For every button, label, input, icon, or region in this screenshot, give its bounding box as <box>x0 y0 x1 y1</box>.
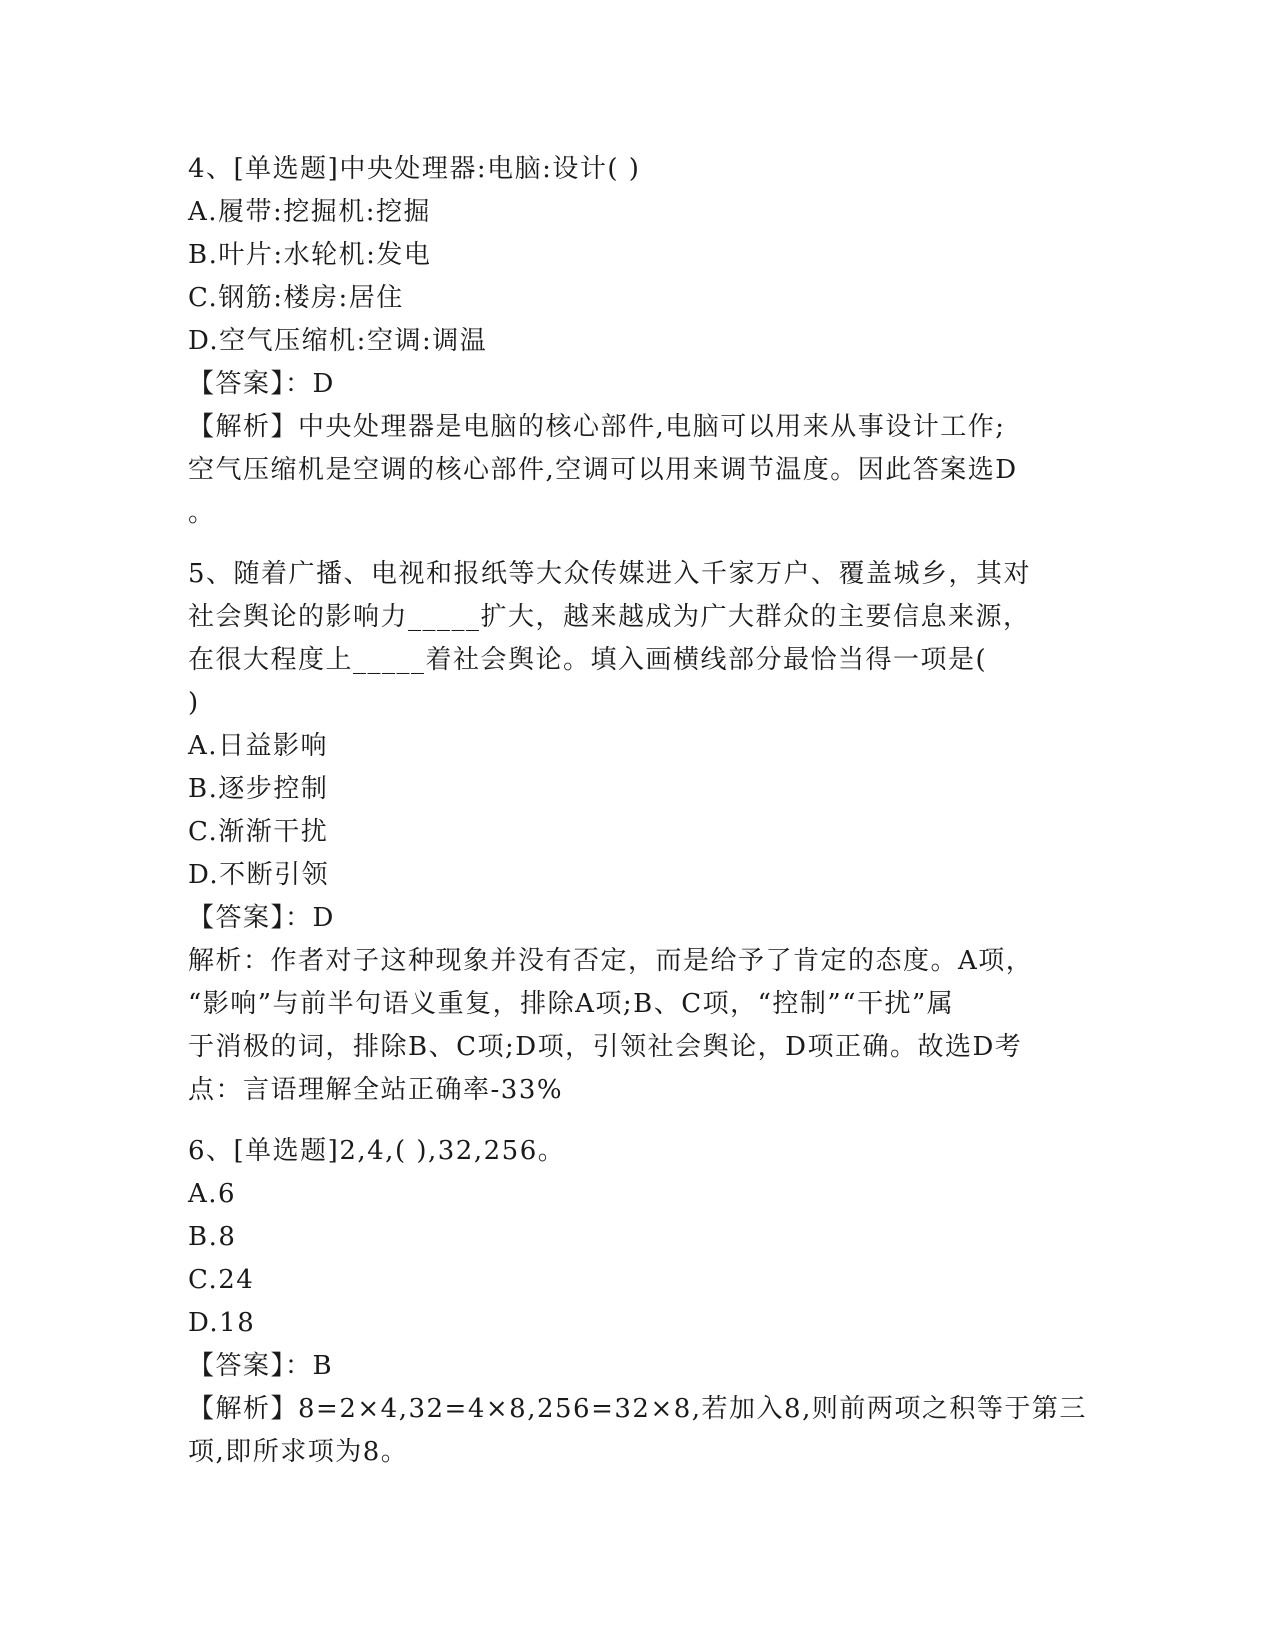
analysis-line: 【解析】8=2×4,32=4×8,256=32×8,若加入8,则前两项之积等于第三 <box>188 1394 1087 1424</box>
option-a: A.6 <box>188 1179 237 1209</box>
analysis-line: 。 <box>188 498 216 528</box>
option-a: A.日益影响 <box>188 731 329 761</box>
question-stem: 5、随着广播、电视和报纸等大众传媒进入千家万户、覆盖城乡，其对 <box>188 559 1032 589</box>
analysis-line: 解析：作者对子这种现象并没有否定，而是给予了肯定的态度。A项， <box>188 946 1034 976</box>
question-stem: 社会舆论的影响力_____扩大，越来越成为广大群众的主要信息来源， <box>188 602 1031 632</box>
option-d: D.18 <box>188 1308 256 1338</box>
answer: 【答案】：D <box>188 903 335 933</box>
question-6 <box>188 1130 1088 1474</box>
question-stem: 4、[单选题]中央处理器:电脑:设计( ) <box>188 154 641 184</box>
question-5 <box>188 553 1088 1112</box>
question-stem: ) <box>188 688 200 718</box>
analysis-line: 点：言语理解全站正确率-33% <box>188 1075 564 1105</box>
option-c: C.钢筋:楼房:居住 <box>188 283 404 313</box>
option-b: B.叶片:水轮机:发电 <box>188 240 432 270</box>
option-c: C.24 <box>188 1265 255 1295</box>
option-d: D.空气压缩机:空调:调温 <box>188 326 488 356</box>
question-stem: 在很大程度上_____着社会舆论。填入画横线部分最恰当得一项是( <box>188 645 988 675</box>
answer: 【答案】：D <box>188 369 335 399</box>
answer: 【答案】：B <box>188 1351 334 1381</box>
analysis-line: 于消极的词，排除B、C项;D项，引领社会舆论，D项正确。故选D考 <box>188 1032 1023 1062</box>
question-stem: 6、[单选题]2,4,( ),32,256。 <box>188 1136 566 1166</box>
option-a: A.履带:挖掘机:挖掘 <box>188 197 432 227</box>
analysis-line: “影响”与前半句语义重复，排除A项;B、C项，“控制”“干扰”属 <box>188 989 955 1019</box>
option-d: D.不断引领 <box>188 860 330 890</box>
option-c: C.渐渐干扰 <box>188 817 329 847</box>
analysis-line: 项,即所求项为8。 <box>188 1437 409 1467</box>
option-b: B.8 <box>188 1222 237 1252</box>
question-4 <box>188 148 1088 535</box>
document-page <box>188 148 1088 1474</box>
analysis-line: 【解析】中央处理器是电脑的核心部件,电脑可以用来从事设计工作; <box>188 412 1006 442</box>
option-b: B.逐步控制 <box>188 774 329 804</box>
analysis-line: 空气压缩机是空调的核心部件,空调可以用来调节温度。因此答案选D <box>188 455 1018 485</box>
